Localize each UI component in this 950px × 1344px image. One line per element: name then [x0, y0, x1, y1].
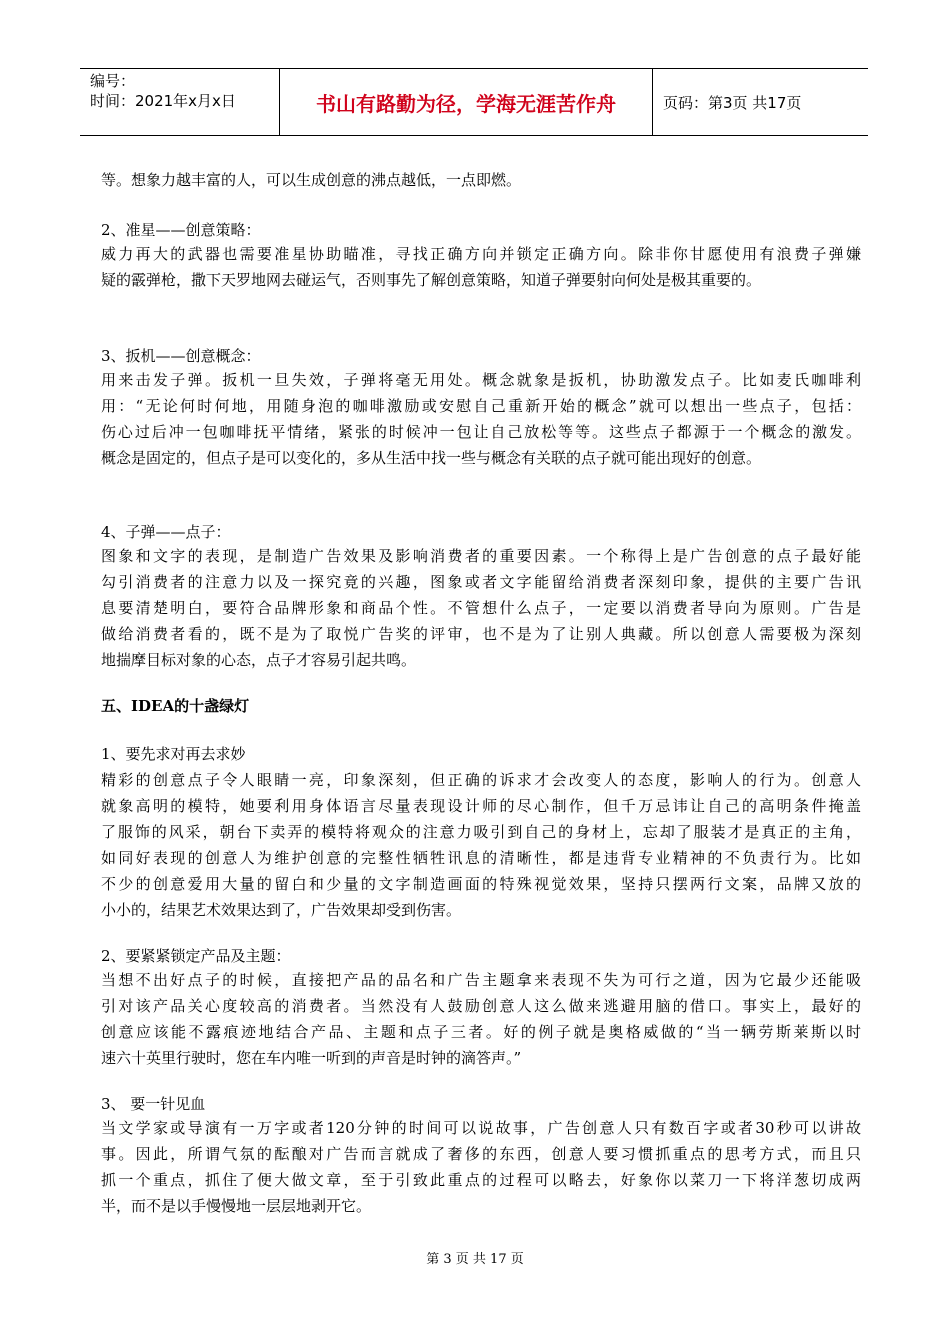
section-subheading: 2、要紧紧锁定产品及主题： [101, 947, 291, 965]
paragraph-line: 疑的霰弹枪，撒下天罗地网去碰运气，否则事先了解创意策略，知道子弹要射向何处是极其重要的。 [101, 271, 762, 289]
paragraph-line: 就象高明的模特，她要利用身体语言尽量表现设计师的尽心制作，但千万忌讳让自己的高明条件掩盖 [101, 797, 861, 815]
header-meta-cell [80, 69, 280, 135]
paragraph-line: 概念是固定的，但点子是可以变化的，多从生活中找一些与概念有关联的点子就可能出现好的创意。 [101, 449, 762, 467]
paragraph-line: 半，而不是以手慢慢地一层层地剥开它。 [101, 1197, 372, 1215]
paragraph-line: 精彩的创意点子令人眼睛一亮，印象深刻，但正确的诉求才会改变人的态度，影响人的行为。创意人 [101, 771, 861, 789]
section-subheading: 3、扳机——创意概念： [101, 347, 261, 365]
header-motto-cell [280, 69, 653, 135]
page-header [80, 68, 868, 136]
paragraph-line: 地揣摩目标对象的心态，点子才容易引起共鸣。 [101, 651, 417, 669]
paragraph-line: 息要清楚明白，要符合品牌形象和商品个性。不管想什么点子，一定要以消费者导向为原则。广告是 [101, 599, 861, 617]
section-subheading: 2、准星——创意策略： [101, 221, 261, 239]
page-footer: 第 3 页 共 17 页 [426, 1252, 524, 1267]
paragraph-line: 抓一个重点，抓住了便大做文章，至于引致此重点的过程可以略去，好象你以菜刀一下将洋葱切成两 [101, 1171, 861, 1189]
section-subheading: 4、子弹——点子： [101, 523, 231, 541]
section-heading: 五、IDEA的十盏绿灯 [101, 697, 250, 715]
paragraph-line: 勾引消费者的注意力以及一探究竟的兴趣，图象或者文字能留给消费者深刻印象，提供的主要广告讯 [101, 573, 861, 591]
paragraph-line: 创意应该能不露痕迹地结合产品、主题和点子三者。好的例子就是奥格威做的“当一辆劳斯莱斯以时 [101, 1023, 861, 1041]
paragraph-line: 用：“无论何时何地，用随身泡的咖啡激励或安慰自己重新开始的概念”就可以想出一些点子，包括： [101, 397, 861, 415]
header-motto: 书山有路勤为径，学海无涯苦作舟 [316, 91, 616, 116]
paragraph-line: 了服饰的风采，朝台下卖弄的模特将观众的注意力吸引到自己的身材上，忘却了服装才是真正的主角， [101, 823, 861, 841]
paragraph-line: 用来击发子弹。扳机一旦失效，子弹将毫无用处。概念就象是扳机，协助激发点子。比如麦氏咖啡利 [101, 371, 861, 389]
paragraph-line: 当文学家或导演有一万字或者120分钟的时间可以说故事，广告创意人只有数百字或者30秒可以讲故 [101, 1119, 861, 1137]
paragraph-line: 小小的，结果艺术效果达到了，广告效果却受到伤害。 [101, 901, 462, 919]
paragraph-line: 当想不出好点子的时候，直接把产品的品名和广告主题拿来表现不失为可行之道，因为它最少还能吸 [101, 971, 861, 989]
paragraph-line: 伤心过后冲一包咖啡抚平情绪，紧张的时候冲一包让自己放松等等。这些点子都源于一个概念的激发。 [101, 423, 861, 441]
paragraph-line: 做给消费者看的，既不是为了取悦广告奖的评审，也不是为了让别人典藏。所以创意人需要极为深刻 [101, 625, 861, 643]
header-page-cell [653, 69, 868, 135]
paragraph-line: 事。因此，所谓气氛的酝酿对广告而言就成了奢侈的东西，创意人要习惯抓重点的思考方式，而且只 [101, 1145, 861, 1163]
paragraph-line: 威力再大的武器也需要准星协助瞄准，寻找正确方向并锁定正确方向。除非你甘愿使用有浪费子弹嫌 [101, 245, 861, 263]
document-time-label: 时间：2021年x月x日 [90, 92, 236, 110]
paragraph-line: 引对该产品关心度较高的消费者。当然没有人鼓励创意人这么做来逃避用脑的借口。事实上，最好的 [101, 997, 861, 1015]
document-number-label: 编号： [90, 72, 136, 90]
paragraph-line: 图象和文字的表现，是制造广告效果及影响消费者的重要因素。一个称得上是广告创意的点子最好能 [101, 547, 861, 565]
paragraph-line: 不少的创意爱用大量的留白和少量的文字制造画面的特殊视觉效果，坚持只摆两行文案，品牌又放的 [101, 875, 861, 893]
section-subheading: 1、要先求对再去求妙 [101, 745, 246, 763]
paragraph-line: 等。想象力越丰富的人，可以生成创意的沸点越低，一点即燃。 [101, 171, 522, 189]
header-page-info: 页码：第3页 共17页 [663, 93, 802, 112]
paragraph-line: 如同好表现的创意人为维护创意的完整性牺牲讯息的清晰性，都是违背专业精神的不负责行为。比如 [101, 849, 861, 867]
section-subheading: 3、 要一针见血 [101, 1095, 206, 1113]
paragraph-line: 速六十英里行驶时，您在车内唯一听到的声音是时钟的滴答声。” [101, 1049, 522, 1067]
